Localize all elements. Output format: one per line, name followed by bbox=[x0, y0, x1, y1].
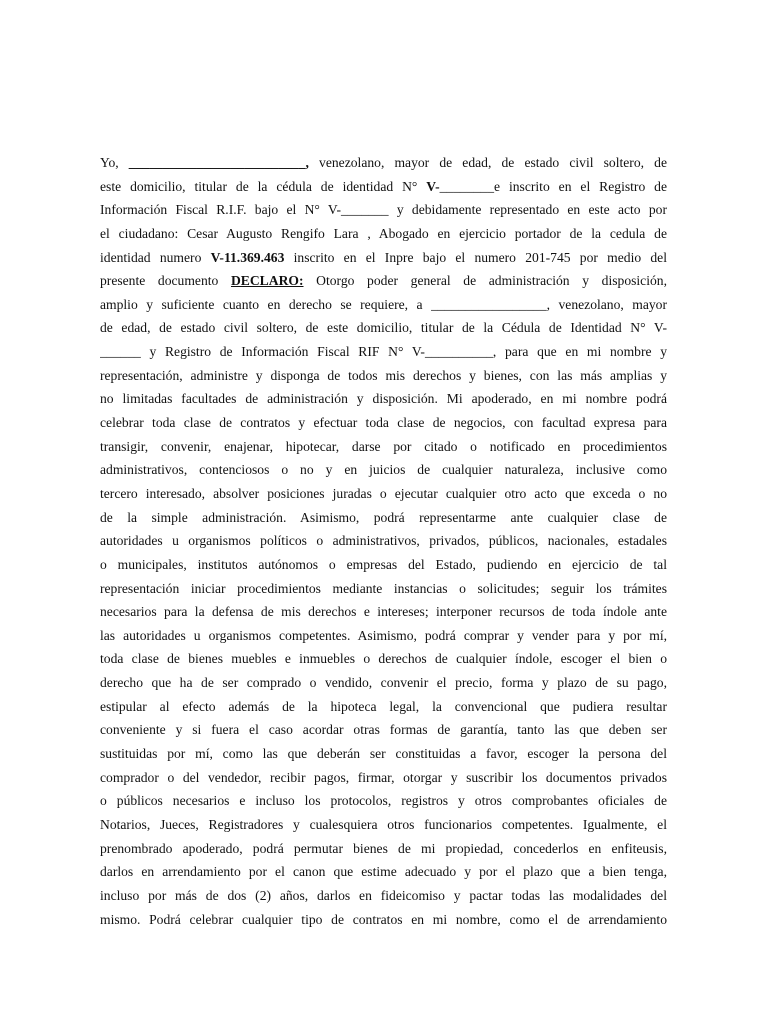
text-segment: darlos en arrendamiento por el canon que estime adecuado y por el plazo que a bien tenga, bbox=[100, 864, 667, 880]
text-segment: incluso por más de dos (2) años, darlos en fideicomiso y pactar todas las modalidades del bbox=[100, 887, 667, 903]
text-line bbox=[100, 293, 667, 317]
text-line bbox=[100, 908, 667, 932]
text-line bbox=[100, 364, 667, 388]
text-segment: celebrar toda clase de contratos y efectuar toda clase de negocios, con facultad expresa para bbox=[100, 415, 667, 431]
text-segment: tercero interesado, absolver posiciones juradas o ejecutar cualquier otro acto que exceda o no bbox=[100, 485, 667, 501]
document-body bbox=[100, 151, 667, 931]
text-line bbox=[100, 860, 667, 884]
text-segment: transigir, convenir, enajenar, hipotecar, darse por citado o notificado en procedimientos bbox=[100, 438, 667, 454]
text-line bbox=[100, 175, 667, 199]
text-line bbox=[100, 198, 667, 222]
text-segment: este domicilio, titular de la cédula de identidad N° bbox=[100, 178, 427, 194]
text-line bbox=[100, 316, 667, 340]
text-line bbox=[100, 222, 667, 246]
text-segment: estipular al efecto además de la hipoteca legal, la convencional que pudiera resultar bbox=[100, 698, 667, 714]
text-segment: inscrito en el Inpre bajo el numero 201-745 por medio del bbox=[284, 249, 667, 265]
text-line bbox=[100, 553, 667, 577]
text-line bbox=[100, 742, 667, 766]
text-segment: derecho que ha de ser comprado o vendido, convenir el precio, forma y plazo de su pago, bbox=[100, 675, 667, 691]
text-segment: comprador o del vendedor, recibir pagos, firmar, otorgar y suscribir los documentos privados bbox=[100, 769, 667, 785]
text-line bbox=[100, 529, 667, 553]
text-segment: el ciudadano: Cesar Augusto Rengifo Lara , Abogado en ejercicio portador de la cedula de bbox=[100, 225, 667, 241]
text-segment: conveniente y si fuera el caso acordar otras formas de garantía, tanto las que deben ser bbox=[100, 722, 667, 738]
text-line bbox=[100, 813, 667, 837]
text-segment: amplio y suficiente cuanto en derecho se requiere, a _________________, venezolano, mayor bbox=[100, 296, 667, 312]
text-line bbox=[100, 671, 667, 695]
text-line bbox=[100, 577, 667, 601]
text-line bbox=[100, 647, 667, 671]
text-segment: o municipales, institutos autónomos o empresas del Estado, pudiendo en ejercicio de tal bbox=[100, 556, 667, 572]
text-segment: de edad, de estado civil soltero, de este domicilio, titular de la Cédula de Identidad N° V- bbox=[100, 320, 667, 336]
text-segment: representación, administre y disponga de todos mis derechos y bienes, con las más amplias y bbox=[100, 367, 667, 383]
text-segment: o públicos necesarios e incluso los protocolos, registros y otros comprobantes oficiales de bbox=[100, 793, 667, 809]
text-line bbox=[100, 435, 667, 459]
text-line bbox=[100, 789, 667, 813]
text-segment: __________________________, bbox=[128, 155, 309, 170]
text-line bbox=[100, 246, 667, 270]
text-segment: DECLARO: bbox=[230, 273, 304, 289]
text-line bbox=[100, 600, 667, 624]
text-line bbox=[100, 766, 667, 790]
text-line bbox=[100, 695, 667, 719]
text-line bbox=[100, 506, 667, 530]
text-segment: de la simple administración. Asimismo, podrá representarme ante cualquier clase de bbox=[100, 509, 667, 525]
text-segment: sustituidas por mí, como las que deberán ser constituidas a favor, escoger la persona del bbox=[100, 746, 667, 762]
text-segment: ________e inscrito en el Registro de bbox=[439, 178, 667, 194]
text-segment: las autoridades u organismos competentes. Asimismo, podrá comprar y vender para y por mí, bbox=[100, 627, 667, 643]
text-line bbox=[100, 884, 667, 908]
text-segment: identidad numero bbox=[100, 249, 211, 265]
text-segment: autoridades u organismos políticos o administrativos, privados, públicos, nacionales, estadales bbox=[100, 533, 667, 549]
text-line bbox=[100, 837, 667, 861]
text-segment: presente documento bbox=[100, 273, 231, 289]
text-line bbox=[100, 411, 667, 435]
text-segment: Información Fiscal R.I.F. bajo el N° V-_______ y debidamente representado en este acto por bbox=[100, 202, 667, 218]
text-line bbox=[100, 269, 667, 293]
text-segment: V- bbox=[426, 178, 440, 194]
text-line bbox=[100, 458, 667, 482]
text-line bbox=[100, 387, 667, 411]
text-segment: necesarios para la defensa de mis derechos e intereses; interponer recursos de toda índole ante bbox=[100, 604, 667, 620]
text-line bbox=[100, 151, 667, 175]
text-line bbox=[100, 340, 667, 364]
text-segment: ______ y Registro de Información Fiscal RIF N° V-__________, para que en mi nombre y bbox=[100, 344, 667, 360]
text-segment: mismo. Podrá celebrar cualquier tipo de contratos en mi nombre, como el de arrendamiento bbox=[100, 911, 667, 927]
text-segment: representación iniciar procedimientos mediante instancias o solicitudes; seguir los trámites bbox=[100, 580, 667, 596]
text-segment: prenombrado apoderado, podrá permutar bienes de mi propiedad, concederlos en enfiteusis, bbox=[100, 840, 667, 856]
text-segment: toda clase de bienes muebles e inmuebles o derechos de cualquier índole, escoger el bien o bbox=[100, 651, 667, 667]
text-line bbox=[100, 624, 667, 648]
text-line bbox=[100, 718, 667, 742]
text-segment: V-11.369.463 bbox=[210, 249, 285, 265]
text-segment: Otorgo poder general de administración y disposición, bbox=[303, 273, 667, 289]
text-segment: Notarios, Jueces, Registradores y cualesquiera otros funcionarios competentes. Igualmente, el bbox=[100, 816, 667, 832]
text-segment: Yo, bbox=[100, 155, 129, 170]
text-segment: no limitadas facultades de administración y disposición. Mi apoderado, en mi nombre podrá bbox=[100, 391, 667, 407]
text-segment: administrativos, contenciosos o no y en juicios de cualquier naturaleza, inclusive como bbox=[100, 462, 667, 478]
text-line bbox=[100, 482, 667, 506]
text-segment: venezolano, mayor de edad, de estado civil soltero, de bbox=[308, 155, 667, 170]
